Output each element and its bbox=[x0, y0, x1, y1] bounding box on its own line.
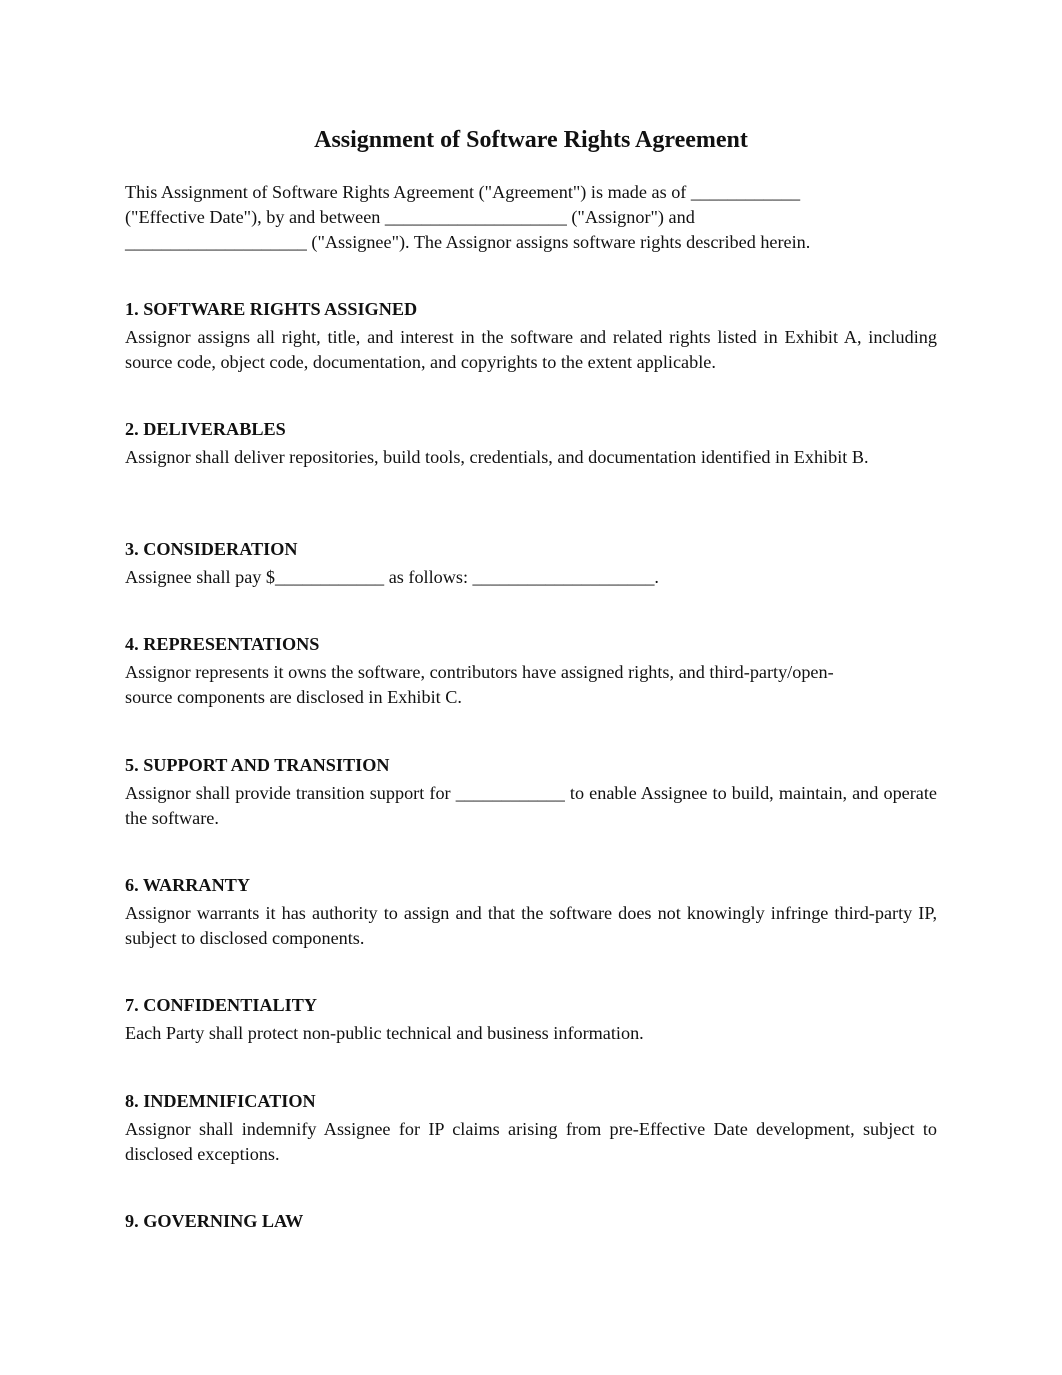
intro-line: ("Effective Date"), by and between ____________________ ("Assignor") and bbox=[125, 206, 695, 227]
section-heading: 4. REPRESENTATIONS bbox=[125, 634, 320, 654]
section-heading: 8. INDEMNIFICATION bbox=[125, 1091, 316, 1111]
section-governing-law bbox=[125, 1209, 937, 1234]
intro-line: This Assignment of Software Rights Agreement ("Agreement") is made as of ____________ bbox=[125, 182, 801, 202]
section-body: Each Party shall protect non-public technical and business information. bbox=[125, 1022, 644, 1043]
section-heading: 1. SOFTWARE RIGHTS ASSIGNED bbox=[125, 299, 418, 319]
section-representations bbox=[125, 632, 937, 709]
section-indemnification bbox=[125, 1089, 937, 1166]
section-body: Assignee shall pay $____________ as follows: ____________________. bbox=[125, 566, 659, 587]
section-body: Assignor shall indemnify Assignee for IP claims arising from pre-Effective Date development, subject to disclosed exceptions. bbox=[125, 1118, 937, 1164]
section-consideration bbox=[125, 537, 937, 590]
section-heading: 9. GOVERNING LAW bbox=[125, 1211, 304, 1231]
intro-paragraph bbox=[125, 180, 937, 254]
section-warranty bbox=[125, 873, 937, 950]
section-confidentiality bbox=[125, 993, 937, 1046]
section-heading: 3. CONSIDERATION bbox=[125, 539, 298, 559]
section-heading: 2. DELIVERABLES bbox=[125, 419, 286, 439]
section-body: Assignor shall provide transition support for ____________ to enable Assignee to build, maintain, and operate the software. bbox=[125, 782, 937, 828]
section-deliverables bbox=[125, 417, 937, 470]
section-heading: 6. WARRANTY bbox=[125, 875, 250, 895]
section-heading: 7. CONFIDENTIALITY bbox=[125, 995, 318, 1015]
section-heading: 5. SUPPORT AND TRANSITION bbox=[125, 755, 390, 775]
section-software-rights-assigned bbox=[125, 297, 937, 374]
section-body-line: Assignor represents it owns the software, contributors have assigned rights, and third-party/open- bbox=[125, 661, 834, 682]
intro-line: ____________________ ("Assignee"). The Assignor assigns software rights described herein. bbox=[125, 231, 811, 252]
section-body: Assignor shall deliver repositories, build tools, credentials, and documentation identified in Exhibit B. bbox=[125, 446, 869, 467]
section-body: Assignor assigns all right, title, and interest in the software and related rights listed in Exhibit A, including source code, object code, documentation, and copyrights to the extent applicable. bbox=[125, 326, 937, 372]
section-body bbox=[125, 660, 937, 710]
section-body: Assignor warrants it has authority to assign and that the software does not knowingly infringe third-party IP, subject to disclosed components. bbox=[125, 902, 937, 948]
section-support-and-transition bbox=[125, 753, 937, 830]
document-title: Assignment of Software Rights Agreement bbox=[314, 127, 748, 153]
section-body-line: source components are disclosed in Exhibit C. bbox=[125, 686, 462, 707]
